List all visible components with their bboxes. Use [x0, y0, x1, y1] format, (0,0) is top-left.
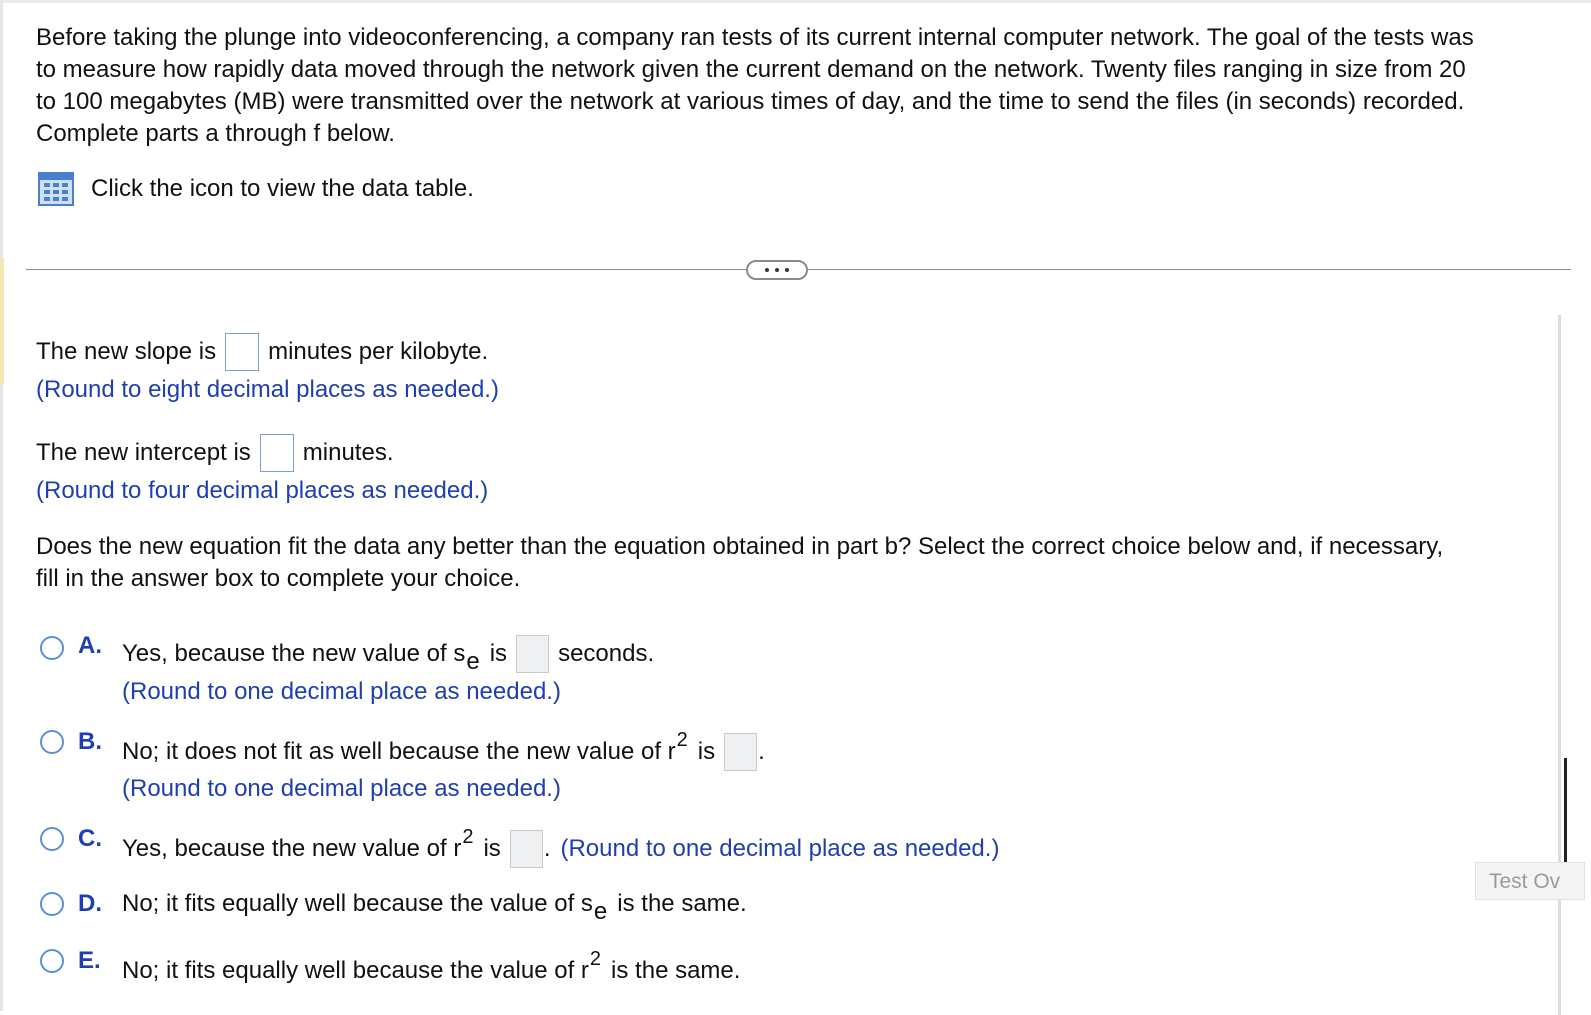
expand-more-button[interactable]: [746, 260, 808, 280]
slope-input[interactable]: [225, 333, 259, 371]
question-intro: [36, 22, 1576, 150]
intercept-hint: (Round to four decimal places as needed.): [36, 477, 489, 504]
top-border: [0, 0, 1591, 3]
intro-line: Before taking the plunge into videoconferencing, a company ran tests of its current internal computer network. The goal of the tests was: [36, 24, 1474, 51]
data-table-icon[interactable]: [38, 172, 74, 206]
option-e-superscript: 2: [589, 947, 602, 970]
option-c-text-after: is: [483, 835, 501, 862]
option-b-end: .: [758, 738, 765, 765]
fit-question-line1: Does the new equation fit the data any better than the equation obtained in part b? Select the correct choice below and, if necessary,: [36, 533, 1444, 560]
option-c-superscript: 2: [462, 825, 474, 848]
option-b-answer-box[interactable]: [724, 733, 757, 771]
option-e-radio[interactable]: [40, 949, 64, 973]
scrollbar-thumb[interactable]: [1564, 758, 1567, 866]
dot-icon: [785, 268, 789, 272]
dot-icon: [775, 268, 779, 272]
data-table-link-label[interactable]: Click the icon to view the data table.: [91, 175, 474, 202]
slope-hint: (Round to eight decimal places as needed.): [36, 376, 499, 403]
intro-line: to measure how rapidly data moved through the network given the current demand on the network. Twenty files ranging in size from 20: [36, 56, 1466, 83]
option-a-text: [122, 634, 654, 674]
option-a-subscript: e: [466, 648, 480, 675]
option-b-text-before: No; it does not fit as well because the new value of r: [122, 738, 676, 765]
option-a-radio[interactable]: [40, 636, 64, 660]
option-a-hint: (Round to one decimal place as needed.): [122, 678, 561, 705]
option-d-letter: D.: [78, 890, 102, 917]
option-d-radio[interactable]: [40, 892, 64, 916]
slope-suffix: minutes per kilobyte.: [268, 338, 489, 365]
option-e-letter: E.: [78, 947, 101, 974]
right-border: [1558, 315, 1561, 1015]
option-b-hint: (Round to one decimal place as needed.): [122, 775, 561, 802]
option-c-answer-box[interactable]: [510, 830, 543, 868]
option-b-text: [122, 728, 765, 772]
intro-line: Complete parts a through f below.: [36, 120, 395, 147]
option-b-radio[interactable]: [40, 730, 64, 754]
dot-icon: [765, 268, 769, 272]
option-a-text-before: Yes, because the new value of s: [122, 640, 466, 667]
option-d-text: [122, 884, 747, 924]
option-d-text-after: is the same.: [617, 890, 747, 917]
option-c-text-before: Yes, because the new value of r: [122, 835, 462, 862]
option-a-letter: A.: [78, 632, 102, 659]
intercept-line: [36, 433, 393, 473]
slope-line: [36, 332, 488, 372]
option-e-text: [122, 947, 741, 991]
option-c-letter: C.: [78, 825, 102, 852]
option-e-text-before: No; it fits equally well because the value of r: [122, 957, 589, 984]
option-e-text-after: is the same.: [611, 957, 741, 984]
fit-question-line2: fill in the answer box to complete your choice.: [36, 565, 521, 592]
option-a-answer-box[interactable]: [516, 635, 549, 673]
option-c-text: [122, 825, 1000, 869]
intercept-suffix: minutes.: [302, 439, 394, 466]
test-overview-button[interactable]: Test Ov: [1475, 862, 1585, 900]
intro-line: to 100 megabytes (MB) were transmitted over the network at various times of day, and the time to send the files (in seconds) recorded.: [36, 88, 1465, 115]
option-b-letter: B.: [78, 728, 102, 755]
intercept-prefix: The new intercept is: [36, 439, 251, 466]
option-d-subscript: e: [593, 898, 608, 925]
option-a-unit: seconds.: [558, 640, 655, 667]
option-d-text-before: No; it fits equally well because the value of s: [122, 890, 593, 917]
option-a-text-after: is: [489, 640, 508, 667]
option-b-superscript: 2: [676, 728, 688, 751]
option-b-text-after: is: [697, 738, 716, 765]
option-c-hint: (Round to one decimal place as needed.): [560, 835, 1000, 862]
left-highlight-marker: [0, 258, 4, 384]
option-c-radio[interactable]: [40, 827, 64, 851]
slope-prefix: The new slope is: [36, 338, 217, 365]
intercept-input[interactable]: [260, 434, 294, 472]
data-table-link[interactable]: [38, 172, 474, 206]
left-border: [0, 0, 3, 1011]
option-c-end: .: [543, 835, 551, 862]
